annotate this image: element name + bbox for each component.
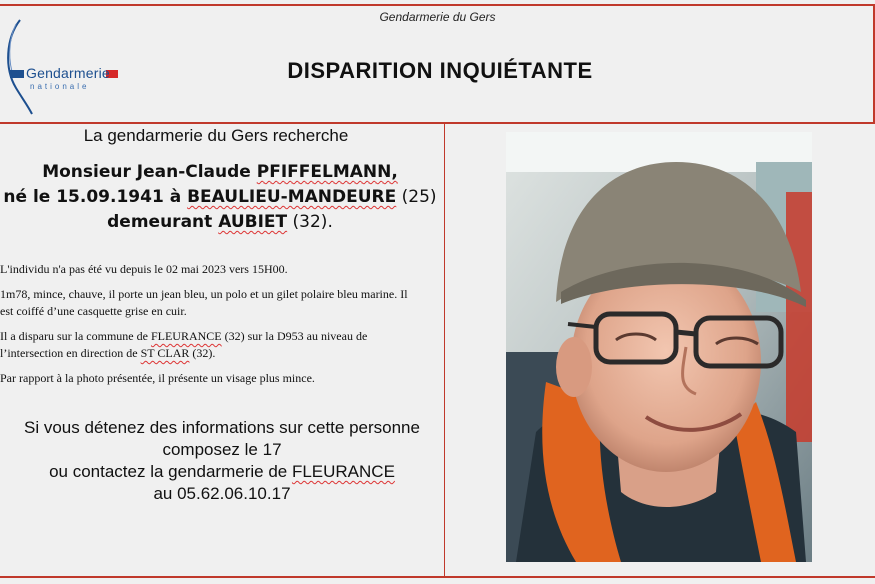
bottom-rule	[0, 576, 875, 578]
header-rule	[0, 122, 875, 124]
logo-subtitle: nationale	[30, 82, 90, 91]
top-rule	[0, 4, 875, 6]
contact-block: Si vous détenez des informations sur cette personne composez le 17 ou contactez la gendarmerie de FLEURANCE au 05.62.06.10.17	[0, 417, 444, 505]
phone-number: au 05.62.06.10.17	[153, 484, 291, 503]
photo-note-paragraph: Par rapport à la photo présentée, il présente un visage plus mince.	[0, 371, 315, 385]
column-divider	[444, 122, 445, 576]
logo-wordmark: Gendarmerie	[26, 65, 110, 81]
person-name: Monsieur Jean-Claude PFIFFELMANN,	[42, 162, 398, 182]
organization-header: Gendarmerie du Gers	[379, 10, 496, 24]
missing-person-photo	[506, 132, 812, 562]
surname: PFIFFELMANN,	[256, 162, 398, 182]
birthplace: BEAULIEU-MANDEURE	[187, 187, 397, 207]
description-paragraph: 1m78, mince, chauve, il porte un jean bleu, un polo et un gilet polaire bleu marine. Il est coiffé d’une casquette grise en cuir.	[0, 287, 408, 318]
residence-town: AUBIET	[218, 212, 288, 232]
disappearance-paragraph: Il a disparu sur la commune de FLEURANCE (32) sur la D953 au niveau de l’intersection en direction de ST CLAR (32).	[0, 329, 368, 360]
last-seen-paragraph: L'individu n'a pas été vu depuis le 02 mai 2023 vers 15H00.	[0, 262, 288, 276]
birth-info: né le 15.09.1941 à BEAULIEU-MANDEURE (25)	[3, 187, 437, 207]
notice-title: DISPARITION INQUIÉTANTE	[287, 58, 593, 83]
intro-text: La gendarmerie du Gers recherche	[83, 126, 349, 145]
contact-town: FLEURANCE	[291, 462, 395, 481]
residence-info: demeurant AUBIET (32).	[107, 212, 333, 232]
person-identity	[0, 160, 440, 235]
